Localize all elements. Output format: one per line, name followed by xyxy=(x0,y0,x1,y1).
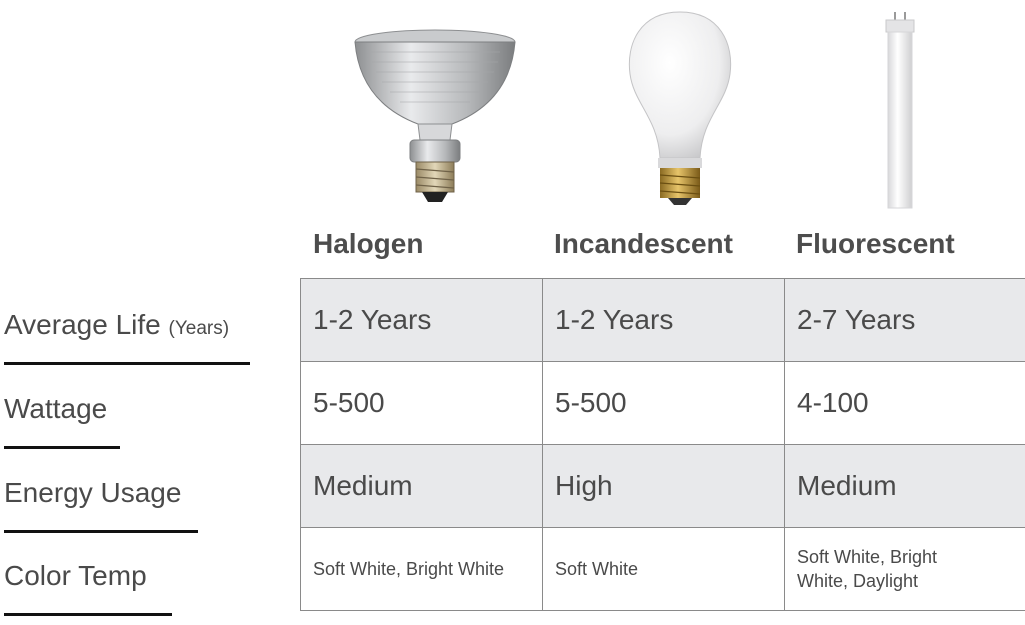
column-header-incandescent: Incandescent xyxy=(554,228,733,259)
table-cell: 1-2 Years xyxy=(301,279,543,362)
table-cell: 5-500 xyxy=(543,362,785,445)
comparison-table xyxy=(300,278,1025,611)
column-header-halogen: Halogen xyxy=(313,228,424,259)
halogen-bulb-icon xyxy=(350,22,520,212)
table-cell: 1-2 Years xyxy=(543,279,785,362)
column-header-fluorescent: Fluorescent xyxy=(796,228,955,259)
table-row-color-temp xyxy=(301,528,1025,611)
table-cell: Soft White xyxy=(543,528,785,611)
row-label-wattage: Wattage xyxy=(4,393,108,424)
row-label-suffix: (Years) xyxy=(168,318,230,339)
table-cell: Soft White, Bright White, Daylight xyxy=(785,528,1025,611)
table-cell: Medium xyxy=(301,445,543,528)
table-cell: Soft White, Bright White xyxy=(301,528,543,611)
row-label-text: Average Life xyxy=(4,309,161,340)
row-label-average-life xyxy=(4,309,229,341)
table-row-wattage xyxy=(301,362,1025,445)
row-label-color-temp: Color Temp xyxy=(4,560,147,591)
table-cell: 5-500 xyxy=(301,362,543,445)
table-row-energy-usage xyxy=(301,445,1025,528)
row-underline xyxy=(4,613,172,616)
row-underline xyxy=(4,362,250,365)
table-cell: High xyxy=(543,445,785,528)
table-cell: Medium xyxy=(785,445,1025,528)
row-underline xyxy=(4,530,198,533)
table-cell: 2-7 Years xyxy=(785,279,1025,362)
row-label-energy-usage: Energy Usage xyxy=(4,477,182,508)
table-row-average-life xyxy=(301,279,1025,362)
fluorescent-tube-icon xyxy=(880,10,920,210)
incandescent-bulb-icon xyxy=(620,8,740,208)
table-cell: 4-100 xyxy=(785,362,1025,445)
row-underline xyxy=(4,446,120,449)
